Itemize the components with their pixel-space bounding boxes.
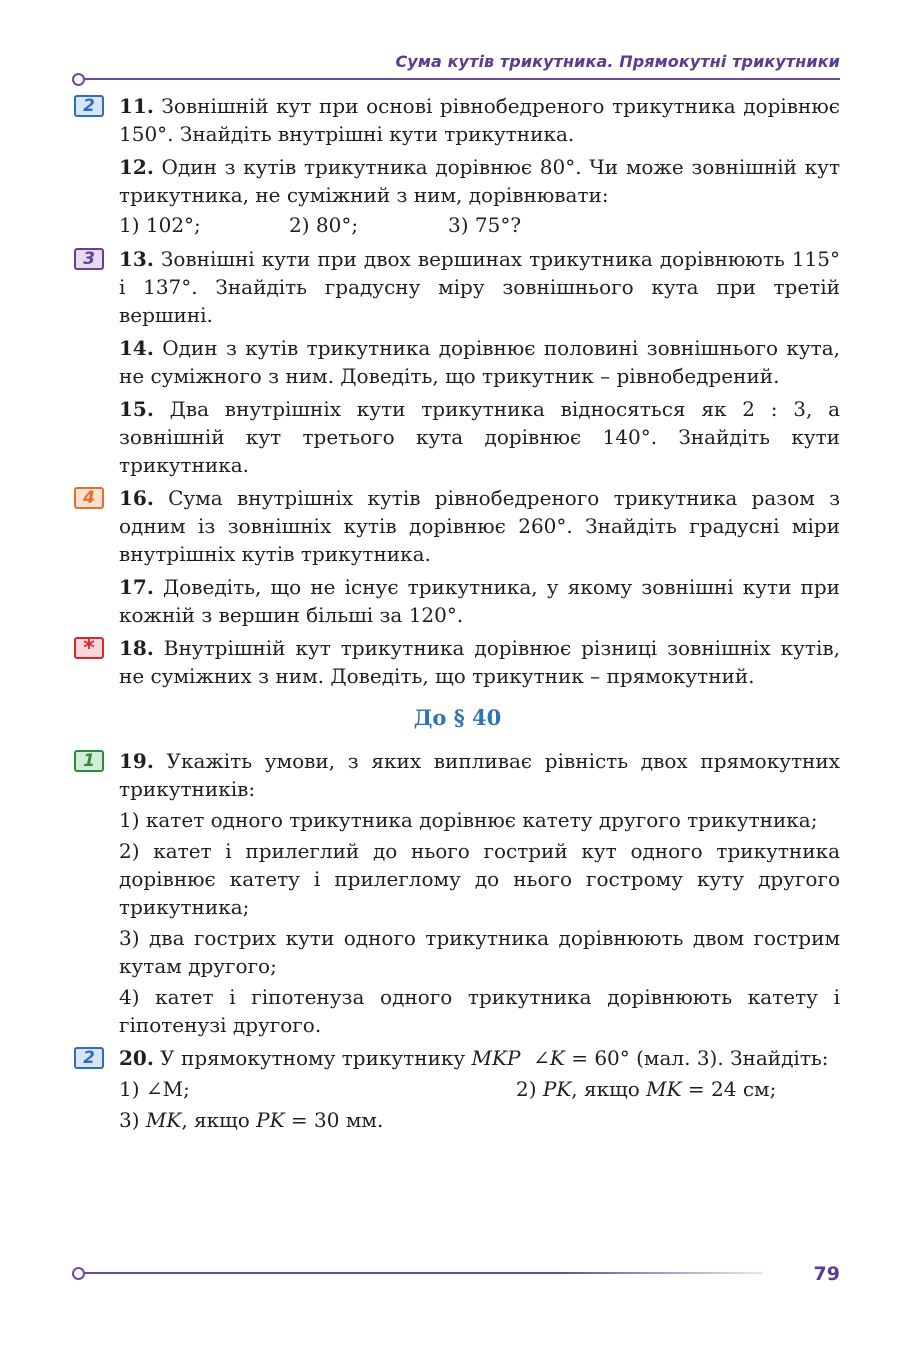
problem-20: 2 20. У прямокутному трикутнику MKP ∠K = 60° (мал. 3). Знайдіть: 1) ∠M; 2) PK, якщо MK = 24 см; 3) MK, якщо PK = 30 мм. bbox=[75, 1044, 840, 1134]
problem-text: Два внутрішніх кути трикутника відносяться як 2 : 3, а зовнішній кут третього кута дорівнює 140°. Знайдіть кути трикутника. bbox=[119, 397, 840, 477]
problem-text: Доведіть, що не існує трикутника, у якому зовнішні кути при кожній з вершин більші за 120°. bbox=[119, 575, 841, 627]
page-number: 79 bbox=[813, 1263, 840, 1285]
problem-17: 17. Доведіть, що не існує трикутника, у якому зовнішні кути при кожній з вершин більші за 120°. bbox=[119, 575, 841, 627]
problem-number: 17 bbox=[119, 575, 147, 599]
problem-16: 4 16. Сума внутрішніх кутів рівнобедреного трикутника разом з одним із зовнішніх кутів дорівнює 260°. Знайдіть градусні міри внутрішніх кутів трикутника. bbox=[75, 484, 840, 568]
problem-text: Зовнішній кут при основі рівнобедреного трикутника дорівнює 150°. Знайдіть внутрішні кути трикутника. bbox=[119, 94, 841, 146]
answer-options bbox=[119, 1106, 840, 1134]
problem-number: 12 bbox=[119, 155, 147, 179]
option: 2) PK, якщо MK = 24 см; bbox=[516, 1077, 777, 1101]
angle-name: ∠K bbox=[533, 1046, 565, 1070]
problem-18: * 18. Внутрішній кут трикутника дорівнює різниці зовнішніх кутів, не суміжних з ним. Доведіть, що трикутник – прямокутний. bbox=[75, 634, 840, 690]
condition-item: 3) два гострих кути одного трикутника дорівнюють двом гострим кутам другого; bbox=[119, 926, 840, 978]
problem-number: 16 bbox=[119, 486, 147, 510]
level-badge: 2 bbox=[74, 95, 104, 117]
problem-15: 15. Два внутрішніх кути трикутника відносяться як 2 : 3, а зовнішній кут третього кута дорівнює 140°. Знайдіть кути трикутника. bbox=[119, 397, 840, 477]
level-badge: 3 bbox=[74, 248, 104, 270]
problem-text: Один з кутів трикутника дорівнює половині зовнішнього кута, не суміжного з ним. Доведіть, що трикутник – рівнобедрений. bbox=[119, 336, 841, 388]
problem-text: Укажіть умови, з яких випливає рівність двох прямокутних трикутників: bbox=[119, 749, 840, 801]
option: 3) 75°? bbox=[448, 213, 522, 237]
problem-number: 20 bbox=[119, 1046, 147, 1070]
level-badge: 1 bbox=[74, 750, 104, 772]
problem-number: 14 bbox=[119, 336, 147, 360]
problem-text: Внутрішній кут трикутника дорівнює різниці зовнішніх кутів, не суміжних з ним. Доведіть, що трикутник – прямокутний. bbox=[119, 636, 840, 688]
problem-text: Один з кутів трикутника дорівнює 80°. Чи може зовнішній кут трикутника, не суміжний з ним, дорівнювати: bbox=[119, 155, 841, 207]
problem-text: Сума внутрішніх кутів рівнобедреного трикутника разом з одним із зовнішніх кутів дорівнює 260°. Знайдіть градусні міри внутрішніх кутів трикутника. bbox=[119, 486, 840, 566]
section-title: До § 40 bbox=[413, 705, 502, 730]
option: 2) 80°; bbox=[289, 213, 359, 237]
level-badge: 4 bbox=[74, 487, 104, 509]
footer-rule bbox=[83, 1272, 763, 1274]
problem-19: 1 19. Укажіть умови, з яких випливає рівність двох прямокутних трикутників: 1) катет одного трикутника дорівнює катету другого трикутника; 2) катет і прилеглий до нього гострий кут одного трикутника дорівнює катету і прилеглому до нього гострому куту другого трикутника; 3) два гострих кути одного трикутника дорівнюють двом гострим кутам другого; 4) катет і гіпотенуза одного трикутника дорівнюють катету і гіпотенузі другого. bbox=[75, 747, 840, 1039]
problem-text: Зовнішні кути при двох вершинах трикутника дорівнюють 115° і 137°. Знайдіть градусну міру зовнішнього кута при третій вершині. bbox=[119, 247, 840, 327]
problem-14: 14. Один з кутів трикутника дорівнює половині зовнішнього кута, не суміжного з ним. Доведіть, що трикутник – рівнобедрений. bbox=[119, 336, 841, 388]
problem-12: 12. Один з кутів трикутника дорівнює 80°. Чи може зовнішній кут трикутника, не суміжний з ним, дорівнювати: 1) 102°; 2) 80°; 3) 75°? bbox=[119, 155, 841, 237]
problem-13: 3 13. Зовнішні кути при двох вершинах трикутника дорівнюють 115° і 137°. Знайдіть градусну міру зовнішнього кута при третій вершині. bbox=[75, 245, 840, 329]
answer-options bbox=[119, 211, 840, 239]
option: 1) 102°; bbox=[119, 213, 201, 237]
header-title: Сума кутів трикутника. Прямокутні трикутники bbox=[395, 52, 840, 71]
level-badge: 2 bbox=[74, 1047, 104, 1069]
triangle-name: MKP bbox=[471, 1046, 521, 1070]
problem-number: 13 bbox=[119, 247, 147, 271]
problem-number: 15 bbox=[119, 397, 147, 421]
option: 3) MK, якщо PK = 30 мм. bbox=[119, 1108, 384, 1132]
problem-number: 19 bbox=[119, 749, 147, 773]
page-content bbox=[75, 92, 840, 1139]
level-badge-star: * bbox=[74, 637, 104, 659]
header-rule bbox=[83, 78, 840, 80]
condition-item: 1) катет одного трикутника дорівнює катету другого трикутника; bbox=[119, 808, 818, 832]
option: 1) ∠M; bbox=[119, 1077, 190, 1101]
answer-options bbox=[119, 1075, 840, 1103]
problem-11: 2 11. Зовнішній кут при основі рівнобедреного трикутника дорівнює 150°. Знайдіть внутрішні кути трикутника. bbox=[75, 92, 840, 148]
problem-number: 18 bbox=[119, 636, 147, 660]
condition-item: 2) катет і прилеглий до нього гострий кут одного трикутника дорівнює катету і прилеглому до нього гострому куту другого трикутника; bbox=[119, 839, 840, 919]
condition-item: 4) катет і гіпотенуза одного трикутника дорівнюють катету і гіпотенузі другого. bbox=[119, 985, 840, 1037]
problem-number: 11 bbox=[119, 94, 147, 118]
